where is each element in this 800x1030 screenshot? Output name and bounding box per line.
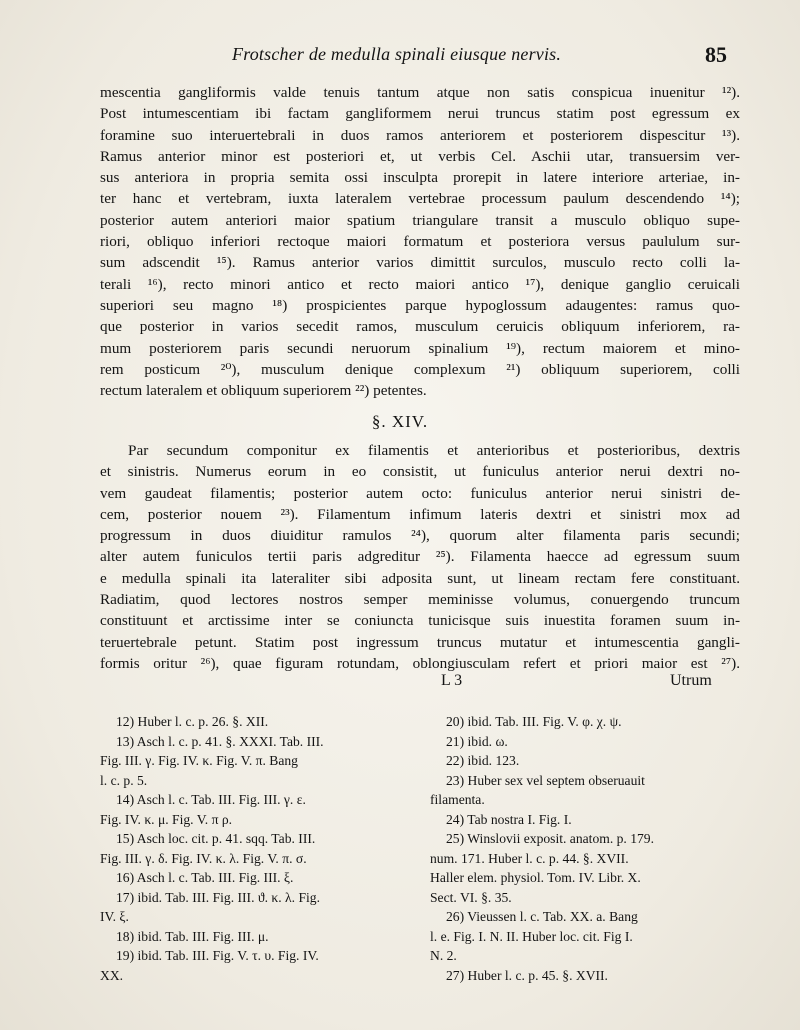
text-line: alter autem funiculos tertii paris adgreditur ²⁵). Filamenta haecce ad egressum suum bbox=[100, 548, 740, 566]
signature-mark: L 3 bbox=[441, 672, 463, 689]
text-line: rem posticum ²⁰), musculum denique complexum ²¹) obliquum superiorem, colli bbox=[100, 360, 740, 378]
footnote-line: 18) ibid. Tab. III. Fig. III. μ. bbox=[116, 928, 269, 944]
footnote-line: num. 171. Huber l. c. p. 44. §. XVII. bbox=[430, 850, 629, 866]
footnote-line: 21) ibid. ω. bbox=[446, 733, 508, 749]
text-line: sus anteriora in propria semita ossi insculpta prorepit in latere interiore arteriae, in- bbox=[100, 169, 740, 187]
text-line: Par secundum componitur ex filamentis et anterioribus et posterioribus, dextris bbox=[128, 442, 740, 459]
text-line: foramine suo interuertebrali in duos ramos anteriorem et posteriorem dispescitur ¹³). bbox=[100, 126, 740, 144]
paragraph-2 bbox=[100, 440, 740, 674]
footnote-line: 23) Huber sex vel septem obseruauit bbox=[446, 772, 645, 788]
footnote-line: 26) Vieussen l. c. Tab. XX. a. Bang bbox=[446, 909, 638, 924]
text-line: teruertebrale petunt. Statim post ingressum truncus mutatur et intumescentia gangli- bbox=[100, 633, 740, 651]
footnote-line: l. c. p. 5. bbox=[100, 772, 148, 788]
catchword: Utrum bbox=[670, 672, 712, 689]
text-line: Radiatim, quod lectores nostros semper meminisse volumus, conuergendo truncum bbox=[100, 591, 740, 609]
text-line: vem gaudeat filamentis; posterior autem octo: funiculus anterior nerui sinistri de- bbox=[100, 484, 740, 502]
footnote-line: 12) Huber l. c. p. 26. §. XII. bbox=[116, 714, 269, 729]
text-line: que posterior in varios secedit ramos, musculum ceruicis obliquum inferiorem, ra- bbox=[100, 318, 740, 336]
text-line: formis oritur ²⁶), quae figuram rotundam, oblongiusculam refert et priori maior est ²⁷). bbox=[100, 654, 740, 672]
footnote-line: l. e. Fig. I. N. II. Huber loc. cit. Fig I. bbox=[430, 928, 633, 944]
page-number: 85 bbox=[705, 42, 727, 67]
footnote-line: 27) Huber l. c. p. 45. §. XVII. bbox=[446, 967, 608, 983]
footnote-line: filamenta. bbox=[430, 792, 485, 807]
running-head bbox=[0, 44, 800, 72]
footnote-line: 16) Asch l. c. Tab. III. Fig. III. ξ. bbox=[116, 870, 294, 885]
text-line: riori, obliquo inferiori rectoque maiori formatum et posteriora versus paululum sur- bbox=[100, 233, 740, 251]
footnote-line: 24) Tab nostra I. Fig. I. bbox=[446, 811, 572, 827]
footnote-line: 13) Asch l. c. p. 41. §. XXXI. Tab. III. bbox=[116, 733, 324, 749]
footnote-line: 20) ibid. Tab. III. Fig. V. φ. χ. ψ. bbox=[446, 714, 622, 729]
text-line: e medulla spinali ita lateraliter sibi adposita sunt, ut lineam rectam fere constituant. bbox=[100, 569, 740, 587]
text-line: constituunt et arctissime inter se coniuncta tunicisque suis inuestita foramen suum in- bbox=[100, 612, 740, 630]
text-line: mum posteriorem paris secundi neruorum spinalium ¹⁹), rectum maiorem et mino- bbox=[100, 339, 740, 357]
text-line: Ramus anterior minor est posteriori et, ut verbis Cel. Aschii utar, transuersim ver- bbox=[100, 147, 740, 165]
footnote-line: Sect. VI. §. 35. bbox=[430, 889, 512, 905]
text-line: posterior autem anteriori maior spatium triangulare transit a musculo obliquo supe- bbox=[100, 211, 740, 229]
paragraph-1 bbox=[100, 82, 740, 401]
footnote-line: XX. bbox=[100, 967, 124, 983]
text-line: Post intumescentiam ibi factam gangliformem nerui truncus statim post egressum ex bbox=[100, 105, 740, 123]
footnote-line: 19) ibid. Tab. III. Fig. V. τ. υ. Fig. IV. bbox=[116, 948, 319, 963]
text-line: rectum lateralem et obliquum superiorem ²²) petentes. bbox=[100, 382, 427, 400]
footnote-line: Haller elem. physiol. Tom. IV. Libr. X. bbox=[430, 870, 641, 885]
text-line: superiori seu magno ¹⁸) prospicientes parque hypoglossum adaugentes: ramus quo- bbox=[100, 296, 740, 314]
footnotes-right bbox=[430, 712, 730, 985]
text-line: ter hanc et vertebram, iuxta lateralem vertebrae processum paulum descendendo ¹⁴); bbox=[100, 190, 740, 208]
text-line: progressum in duos diuiditur ramulos ²⁴), quorum alter filamenta paris secundi; bbox=[100, 527, 740, 545]
text-line: sum adscendit ¹⁵). Ramus anterior varios dimittit surculos, musculo recto colli la- bbox=[100, 254, 740, 272]
footnote-line: 17) ibid. Tab. III. Fig. III. ϑ. κ. λ. Fig. bbox=[116, 889, 320, 905]
footnote-line: IV. ξ. bbox=[100, 909, 129, 924]
footnote-line: 22) ibid. 123. bbox=[446, 753, 520, 768]
footnote-line: Fig. III. γ. δ. Fig. IV. κ. λ. Fig. V. π. σ. bbox=[100, 850, 307, 866]
footnote-line: 14) Asch l. c. Tab. III. Fig. III. γ. ε. bbox=[116, 792, 306, 807]
footnote-line: N. 2. bbox=[430, 948, 457, 963]
text-line: et sinistris. Numerus eorum in eo consistit, ut funiculus anterior nerui dextri no- bbox=[100, 463, 740, 481]
text-line: mescentia gangliformis valde tenuis tantum atque non satis conspicua inuenitur ¹²). bbox=[100, 84, 740, 101]
section-heading: §. XIV. bbox=[371, 412, 429, 431]
footnote-line: 25) Winslovii exposit. anatom. p. 179. bbox=[446, 831, 655, 846]
footnotes-left bbox=[100, 712, 400, 985]
text-line: cem, posterior nouem ²³). Filamentum infimum lateris dextri et sinistri mox ad bbox=[100, 505, 740, 523]
text-line: terali ¹⁶), recto minori antico et recto maiori antico ¹⁷), denique ganglio ceruicali bbox=[100, 275, 740, 293]
footnote-line: Fig. III. γ. Fig. IV. κ. Fig. V. π. Bang bbox=[100, 753, 298, 768]
footnote-line: Fig. IV. κ. μ. Fig. V. π ρ. bbox=[100, 811, 233, 827]
footnote-line: 15) Asch loc. cit. p. 41. sqq. Tab. III. bbox=[116, 831, 316, 846]
running-title: Frotscher de medulla spinali eiusque nervis. bbox=[232, 44, 562, 64]
